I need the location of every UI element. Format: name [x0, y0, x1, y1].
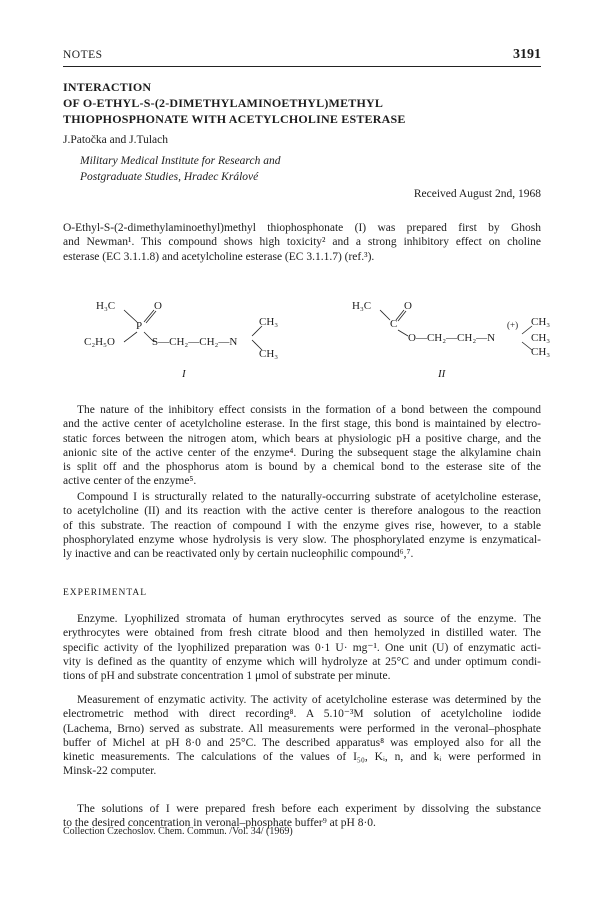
structure-compound-i [84, 296, 284, 386]
text-line: and Newman¹. This compound shows high toxicity² and a strong inhibitory effect on choline [63, 236, 541, 249]
text-line: buffer of Michel at pH 8·0 and 25°C. The described apparatus⁸ was employed also for all the [63, 736, 541, 749]
structure-compound-ii [352, 296, 562, 386]
text-line: Compound I is structurally related to the naturally-occurring substrate of acetylcholine esterase, [77, 491, 541, 503]
page-number: 3191 [513, 47, 541, 62]
text-line: Enzyme. Lyophilized stromata of human erythrocytes served as source of the enzyme. The [77, 613, 541, 625]
affiliation [80, 153, 280, 185]
text-line: to the desired concentration in veronal–phosphate buffer⁹ at pH 8·0. [63, 817, 376, 830]
chem-text-p: P [136, 320, 143, 332]
text-line: esterase (EC 3.1.1.8) and acetylcholine esterase (EC 3.1.1.7) (ref.³). [63, 250, 375, 263]
measurement-paragraph [63, 693, 541, 779]
section-heading-experimental: EXPERIMENTAL [63, 588, 148, 598]
chem-text-o: O [154, 300, 162, 312]
header-rule [63, 66, 541, 67]
text-line: active center of the enzyme⁵. [63, 475, 197, 488]
text-line: and the active center of acetylcholine esterase. In the first stage, this bond is maintained by electro- [63, 418, 541, 431]
chem-text-o: O [404, 300, 412, 312]
chem-text-h3c: H₃C [352, 300, 372, 312]
chem-text-c: C [390, 318, 398, 330]
text-line: ly inactive and can be reactivated only by certain nucleophilic compound⁶,⁷. [63, 548, 414, 561]
compound-label-ii: II [438, 368, 446, 380]
chem-text-ch3: CH₃ [531, 332, 551, 344]
text-line: is split off and the phosphorus atom is bound by a chemical bond to the esterase site of the [63, 461, 541, 474]
text-line: electrometric method with direct recording⁸. A 5.10⁻³M solution of acetylcholine iodide [63, 708, 541, 721]
mechanism-paragraph [63, 403, 541, 489]
affiliation-line: Postgraduate Studies, Hradec Králové [80, 171, 259, 183]
text-line: specific activity of the lyophilized preparation was 0·1 U· mg⁻¹. One unit (U) of enzymatic acti- [63, 641, 541, 654]
compound-label-i: I [182, 368, 186, 380]
chem-text-chain: O—CH₂—CH₂—N [408, 332, 496, 344]
received-date: Received August 2nd, 1968 [413, 188, 541, 200]
chem-text-chain: S—CH₂—CH₂—N [152, 336, 238, 348]
authors: J.Patočka and J.Tulach [63, 134, 168, 146]
title-line: INTERACTION [63, 80, 152, 94]
text-line: The nature of the inhibitory effect consists in the formation of a bond between the compound [77, 404, 541, 416]
text-line: erythrocytes were obtained from fresh citrate blood and then hemolyzed in distilled water. The [63, 627, 541, 640]
chem-text-ch3: CH₃ [259, 348, 279, 360]
chem-text-ch3: CH₃ [259, 316, 279, 328]
chem-text-charge: (+) [507, 320, 519, 330]
chem-text-h3c: H₃C [96, 300, 116, 312]
text-line: anionic site of the active center of the enzyme⁴. During the subsequent stage the alkylamine chain [63, 446, 541, 459]
text-line: of this substrate. The reaction of compound I with the enzyme gives rise, however, to a stable [63, 519, 541, 532]
text-line: static forces between the nitrogen atom, which bears at physiologic pH a positive charge, and the [63, 432, 541, 445]
text-line: to acetylcholine (II) and its reaction with the active center is therefore analogous to the reaction [63, 505, 541, 518]
text-line: O-Ethyl-S-(2-dimethylaminoethyl)methyl thiophosphonate (I) was prepared first by Ghosh [63, 222, 541, 234]
intro-paragraph [63, 221, 541, 264]
article-title [63, 79, 541, 127]
chem-text-ch3: CH₃ [531, 346, 551, 358]
journal-footer: Collection Czechoslov. Chem. Commun. /Vol. 34/ (1969) [63, 826, 293, 837]
text-line: Measurement of enzymatic activity. The activity of acetylcholine esterase was determined by the [77, 694, 541, 706]
title-line: THIOPHOSPHONATE WITH ACETYLCHOLINE ESTERASE [63, 112, 406, 126]
text-line: The solutions of I were prepared fresh before each experiment by dissolving the substance [77, 803, 541, 815]
text-line: Minsk-22 computer. [63, 765, 157, 778]
enzyme-paragraph [63, 612, 541, 683]
compound-paragraph [63, 490, 541, 561]
text-line: tions of pH and substrate concentration 1 μmol of substrate per minute. [63, 670, 391, 683]
text-line: (Lachema, Brno) served as substrate. All measurements were performed in the veronal–phosphate [63, 722, 541, 735]
affiliation-line: Military Medical Institute for Research and [80, 155, 281, 167]
text-line: phosphorylated enzyme whose hydrolysis is very slow. The phosphorylated enzyme is enzymatical- [63, 533, 541, 546]
section-label: NOTES [63, 49, 103, 61]
text-line: kinetic measurements. The calculations of the values of I₅₀, Kᵢ, n, and kᵢ were performed in [63, 751, 541, 764]
chem-text-c2h5o: C₂H₅O [84, 336, 115, 348]
chem-text-ch3: CH₃ [531, 316, 551, 328]
text-line: vity is defined as the quantity of enzyme which will hydrolyze at 25°C and under optimum condi- [63, 655, 541, 668]
title-line: OF O-ETHYL-S-(2-DIMETHYLAMINOETHYL)METHYL [63, 96, 384, 110]
